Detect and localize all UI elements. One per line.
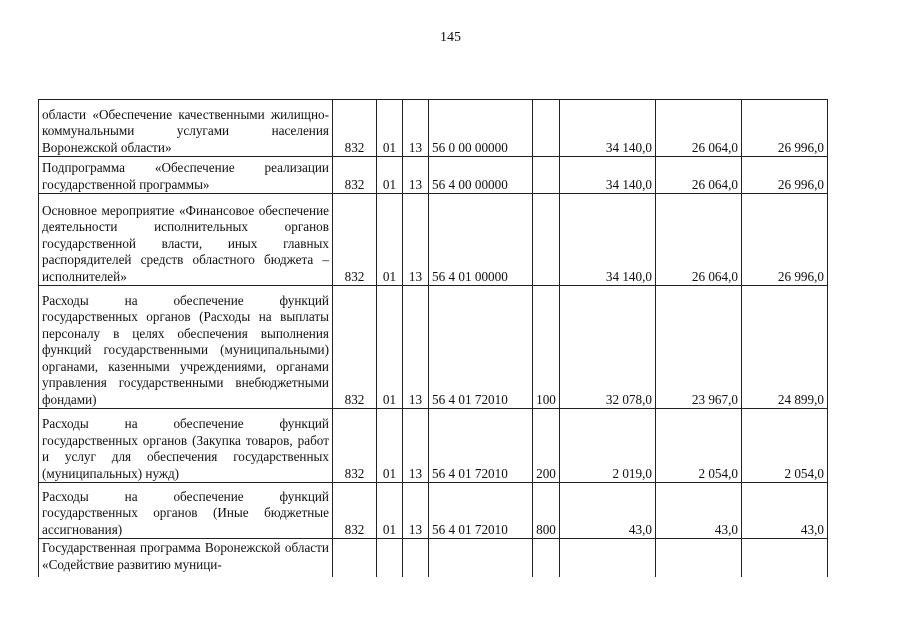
table-row: [39, 286, 828, 409]
cell-target-article: 56 4 01 72010: [429, 409, 533, 483]
cell-subsection: 13: [403, 194, 429, 286]
cell-target-article: 56 4 01 72010: [429, 286, 533, 409]
cell-grbs: 832: [333, 483, 377, 539]
table-row: [39, 100, 828, 157]
cell-amount-year2: 26 064,0: [656, 157, 742, 194]
cell-amount-year3: 43,0: [742, 483, 828, 539]
cell-target-article: 56 4 01 72010: [429, 483, 533, 539]
row-description: области «Обеспечение качественными жилищно-коммунальными услугами населения Воронежской области»: [39, 100, 333, 157]
cell-section: 01: [377, 100, 403, 157]
cell-expense-type: [533, 157, 560, 194]
cell-grbs: 832: [333, 194, 377, 286]
cell-section: 01: [377, 409, 403, 483]
cell-amount-year3: 2 054,0: [742, 409, 828, 483]
cell-amount-year1: 32 078,0: [560, 286, 656, 409]
cell-subsection: [403, 539, 429, 577]
row-description: Основное мероприятие «Финансовое обеспечение деятельности исполнительных органов государственной власти, иных главных распорядителей средств областного бюджета – исполнителей»: [39, 194, 333, 286]
cell-target-article: 56 4 00 00000: [429, 157, 533, 194]
cell-expense-type: 200: [533, 409, 560, 483]
cell-amount-year1: 43,0: [560, 483, 656, 539]
cell-section: 01: [377, 157, 403, 194]
cell-amount-year1: 34 140,0: [560, 157, 656, 194]
cell-target-article: [429, 539, 533, 577]
cell-grbs: 832: [333, 157, 377, 194]
row-description: Подпрограмма «Обеспечение реализации государственной программы»: [39, 157, 333, 194]
cell-section: [377, 539, 403, 577]
cell-subsection: 13: [403, 100, 429, 157]
cell-amount-year1: 34 140,0: [560, 100, 656, 157]
cell-amount-year1: 2 019,0: [560, 409, 656, 483]
cell-amount-year1: [560, 539, 656, 577]
table-row: [39, 539, 828, 577]
cell-expense-type: [533, 194, 560, 286]
cell-section: 01: [377, 483, 403, 539]
table-row: [39, 409, 828, 483]
row-description: Расходы на обеспечение функций государственных органов (Иные бюджетные ассигнования): [39, 483, 333, 539]
cell-amount-year3: [742, 539, 828, 577]
page-number: 145: [440, 30, 461, 45]
cell-amount-year2: 26 064,0: [656, 194, 742, 286]
table-row: [39, 157, 828, 194]
cell-subsection: 13: [403, 286, 429, 409]
cell-amount-year3: 26 996,0: [742, 157, 828, 194]
cell-target-article: 56 0 00 00000: [429, 100, 533, 157]
cell-section: 01: [377, 286, 403, 409]
table-row: [39, 194, 828, 286]
cell-amount-year3: 26 996,0: [742, 100, 828, 157]
cell-amount-year3: 26 996,0: [742, 194, 828, 286]
cell-expense-type: [533, 539, 560, 577]
cell-grbs: [333, 539, 377, 577]
cell-subsection: 13: [403, 157, 429, 194]
row-description: Государственная программа Воронежской области «Содействие развитию муници-: [39, 539, 333, 577]
cell-amount-year2: 43,0: [656, 483, 742, 539]
cell-amount-year2: 26 064,0: [656, 100, 742, 157]
cell-amount-year3: 24 899,0: [742, 286, 828, 409]
cell-grbs: 832: [333, 409, 377, 483]
cell-expense-type: [533, 100, 560, 157]
cell-subsection: 13: [403, 409, 429, 483]
cell-expense-type: 100: [533, 286, 560, 409]
row-description: Расходы на обеспечение функций государственных органов (Расходы на выплаты персоналу в целях обеспечения выполнения функций государственными (муниципальными) органами, казенными учреждениями, органами управления государственными внебюджетными фондами): [39, 286, 333, 409]
cell-subsection: 13: [403, 483, 429, 539]
cell-amount-year2: 23 967,0: [656, 286, 742, 409]
cell-amount-year2: 2 054,0: [656, 409, 742, 483]
cell-expense-type: 800: [533, 483, 560, 539]
cell-grbs: 832: [333, 100, 377, 157]
cell-amount-year2: [656, 539, 742, 577]
cell-amount-year1: 34 140,0: [560, 194, 656, 286]
cell-target-article: 56 4 01 00000: [429, 194, 533, 286]
row-description: Расходы на обеспечение функций государственных органов (Закупка товаров, работ и услуг для обеспечения государственных (муниципальных) нужд): [39, 409, 333, 483]
table-row: [39, 483, 828, 539]
budget-table: [38, 99, 828, 577]
cell-grbs: 832: [333, 286, 377, 409]
cell-section: 01: [377, 194, 403, 286]
